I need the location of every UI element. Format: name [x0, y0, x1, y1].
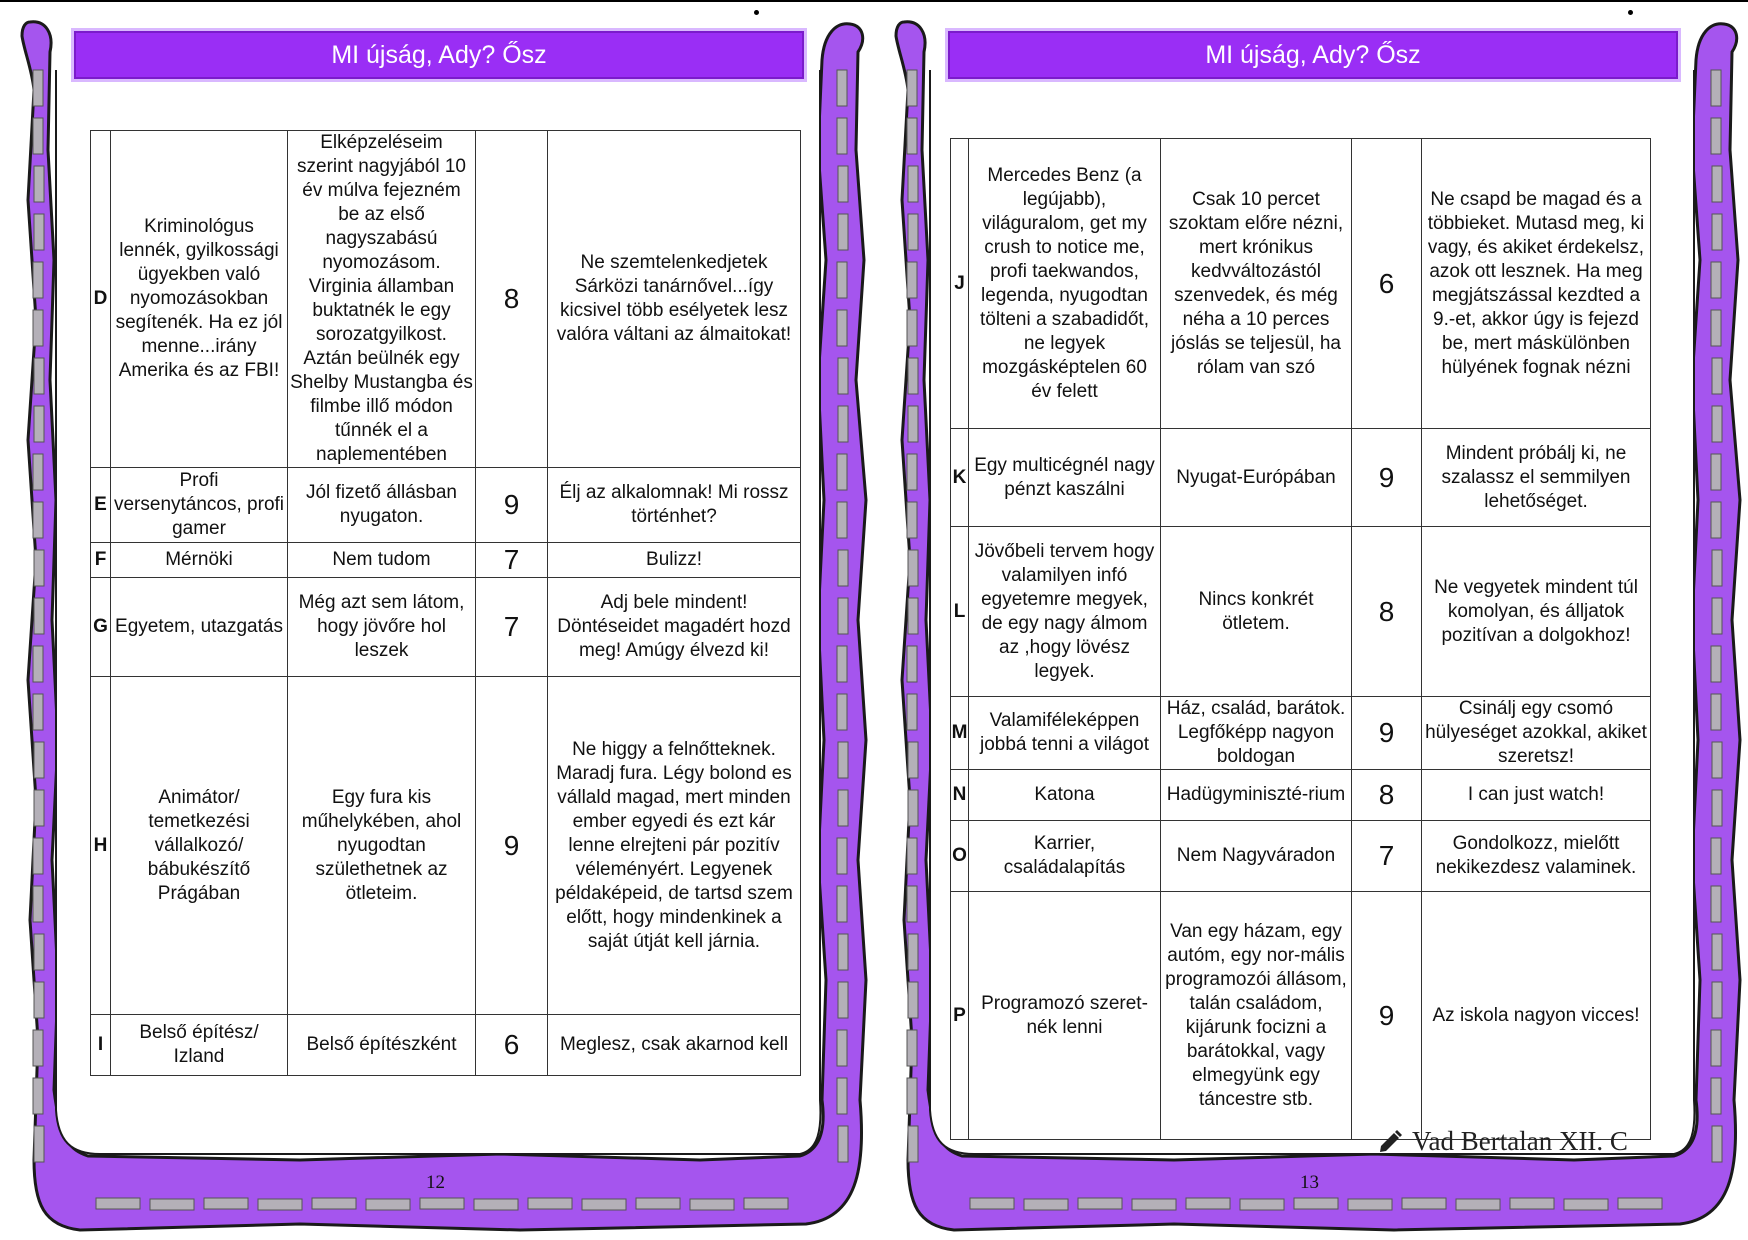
- score-cell: 8: [1352, 770, 1422, 821]
- table-row: [91, 578, 801, 677]
- row-letter: E: [91, 468, 111, 543]
- future-cell: Még azt sem látom, hogy jövőre hol leszek: [288, 578, 476, 677]
- score-cell: 9: [476, 468, 548, 543]
- advice-cell: Meglesz, csak akarnod kell: [548, 1015, 801, 1076]
- advice-cell: Ne csapd be magad és a többieket. Mutasd meg, ki vagy, és akiket érdekelsz, azok ott lesznek. Ha meg megjátszással kezdted a 9.-et, akkor úgy is fejezd be, mert máskülönben hülyének fognak nézni: [1422, 139, 1651, 429]
- score-cell: 7: [1352, 821, 1422, 892]
- score-cell: 9: [1352, 892, 1422, 1140]
- page-header: MI újság, Ady? Ősz: [948, 31, 1678, 79]
- plan-cell: Karrier, családalapítás: [969, 821, 1161, 892]
- row-letter: M: [951, 697, 969, 770]
- row-letter: P: [951, 892, 969, 1140]
- plan-cell: Valamiféleképpen jobbá tenni a világot: [969, 697, 1161, 770]
- future-cell: Egy fura kis műhelykében, ahol nyugodtan születhetnek az ötleteim.: [288, 677, 476, 1015]
- page-dot: [1628, 10, 1633, 15]
- row-letter: K: [951, 429, 969, 527]
- row-letter: O: [951, 821, 969, 892]
- table-row: [951, 429, 1651, 527]
- page-number: 13: [1300, 1172, 1319, 1193]
- plan-cell: Mercedes Benz (a legújabb), világuralom, get my crush to notice me, profi taekwandos, legenda, nyugodtan tölteni a szabadidőt, ne legyek mozgásképtelen 60 év felett: [969, 139, 1161, 429]
- table-row: [951, 892, 1651, 1140]
- future-cell: Jól fizető állásban nyugaton.: [288, 468, 476, 543]
- advice-cell: Adj bele mindent! Döntéseidet magadért hozd meg! Amúgy élvezd ki!: [548, 578, 801, 677]
- plan-cell: Egy multicégnél nagy pénzt kaszálni: [969, 429, 1161, 527]
- future-cell: Nem tudom: [288, 543, 476, 578]
- table-row: [91, 543, 801, 578]
- table-row: [91, 1015, 801, 1076]
- row-letter: I: [91, 1015, 111, 1076]
- future-cell: Nem Nagyváradon: [1161, 821, 1352, 892]
- score-cell: 9: [1352, 697, 1422, 770]
- author-signature: [1378, 1126, 1628, 1160]
- pencil-icon: [1378, 1127, 1404, 1160]
- row-letter: G: [91, 578, 111, 677]
- plan-cell: Programozó szeret-nék lenni: [969, 892, 1161, 1140]
- future-cell: Elképzeléseim szerint nagyjából 10 év múlva fejezném be az első nagyszabású nyomozásom. Virginia államban buktatnék le egy sorozatgyilkost. Aztán beülnék egy Shelby Mustangba és filmbe illő módon tűnnék el a naplementében: [288, 131, 476, 468]
- row-letter: L: [951, 527, 969, 697]
- row-letter: N: [951, 770, 969, 821]
- future-cell: Ház, család, barátok. Legfőképp nagyon boldogan: [1161, 697, 1352, 770]
- advice-cell: Gondolkozz, mielőtt nekikezdesz valaminek.: [1422, 821, 1651, 892]
- advice-cell: Ne szemtelenkedjetek Sárközi tanárnővel...így kicsivel több esélyetek lesz valóra váltani az álmaitokat!: [548, 131, 801, 468]
- plan-cell: Katona: [969, 770, 1161, 821]
- score-cell: 9: [1352, 429, 1422, 527]
- row-letter: J: [951, 139, 969, 429]
- table-row: [951, 821, 1651, 892]
- future-cell: Csak 10 percet szoktam előre nézni, mert krónikus kedvváltozástól szenvedek, és még néha a 10 perces jóslás se teljesül, ha rólam van szó: [1161, 139, 1352, 429]
- page-13: [874, 0, 1748, 1240]
- advice-cell: Az iskola nagyon vicces!: [1422, 892, 1651, 1140]
- table-row: [951, 697, 1651, 770]
- future-cell: Nincs konkrét ötletem.: [1161, 527, 1352, 697]
- score-cell: 8: [476, 131, 548, 468]
- page-dot: [754, 10, 759, 15]
- table-row: [91, 468, 801, 543]
- future-cell: Nyugat-Európában: [1161, 429, 1352, 527]
- advice-cell: Élj az alkalomnak! Mi rossz történhet?: [548, 468, 801, 543]
- row-letter: F: [91, 543, 111, 578]
- table-row: [91, 131, 801, 468]
- advice-cell: Ne higgy a felnőtteknek. Maradj fura. Légy bolond es vállald magad, mert minden ember egyedi és ezt kár lenne elrejteni pár pozitív véleményért. Legyenek példaképeid, de tartsd szem előtt, hogy mindenkinek a saját útját kell járnia.: [548, 677, 801, 1015]
- score-cell: 6: [1352, 139, 1422, 429]
- plan-cell: Animátor/ temetkezési vállalkozó/ bábukészítő Prágában: [111, 677, 288, 1015]
- score-cell: 7: [476, 543, 548, 578]
- advice-cell: Bulizz!: [548, 543, 801, 578]
- plan-cell: Profi versenytáncos, profi gamer: [111, 468, 288, 543]
- advice-cell: I can just watch!: [1422, 770, 1651, 821]
- plan-cell: Mérnöki: [111, 543, 288, 578]
- score-cell: 6: [476, 1015, 548, 1076]
- table-row: [91, 677, 801, 1015]
- plan-cell: Belső építész/ Izland: [111, 1015, 288, 1076]
- plan-cell: Kriminológus lennék, gyilkossági ügyekben való nyomozásokban segítenék. Ha ez jól menne...irány Amerika és az FBI!: [111, 131, 288, 468]
- score-cell: 7: [476, 578, 548, 677]
- signature-text: Vad Bertalan XII. C: [1412, 1126, 1628, 1156]
- score-cell: 9: [476, 677, 548, 1015]
- survey-table: [90, 130, 801, 1076]
- page-number: 12: [426, 1172, 445, 1193]
- row-letter: D: [91, 131, 111, 468]
- advice-cell: Csinálj egy csomó hülyeséget azokkal, akiket szeretsz!: [1422, 697, 1651, 770]
- row-letter: H: [91, 677, 111, 1015]
- survey-table: [950, 138, 1651, 1140]
- table-row: [951, 139, 1651, 429]
- future-cell: Van egy házam, egy autóm, egy nor-mális programozói állásom, talán családom, kijárunk focizni a barátokkal, vagy elmegyünk egy táncestre stb.: [1161, 892, 1352, 1140]
- plan-cell: Egyetem, utazgatás: [111, 578, 288, 677]
- table-row: [951, 527, 1651, 697]
- future-cell: Belső építészként: [288, 1015, 476, 1076]
- table-row: [951, 770, 1651, 821]
- future-cell: Hadügyminiszté-rium: [1161, 770, 1352, 821]
- score-cell: 8: [1352, 527, 1422, 697]
- advice-cell: Ne vegyetek mindent túl komolyan, és álljatok pozitívan a dolgokhoz!: [1422, 527, 1651, 697]
- page-header: MI újság, Ady? Ősz: [74, 31, 804, 79]
- advice-cell: Mindent próbálj ki, ne szalassz el semmilyen lehetőséget.: [1422, 429, 1651, 527]
- plan-cell: Jövőbeli tervem hogy valamilyen infó egyetemre megyek, de egy nagy álmom az ,hogy lövész legyek.: [969, 527, 1161, 697]
